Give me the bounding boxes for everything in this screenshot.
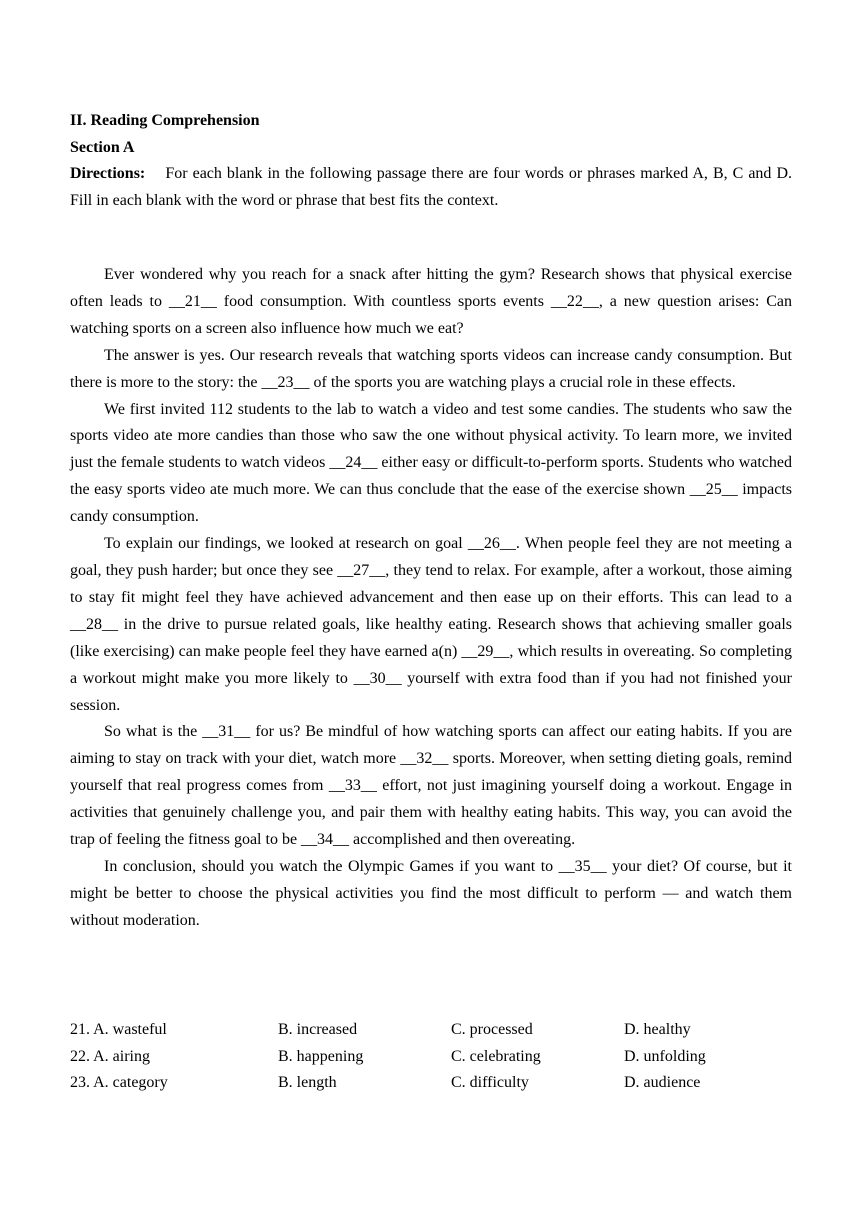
option-b: B. happening [278, 1047, 364, 1065]
passage-paragraph: To explain our findings, we looked at research on goal __26__. When people feel they are not meeting a goal, they push harder; but once they see __27__, they tend to relax. For example, after a workout, those aiming to stay fit might feel they have achieved advancement and then ease up on their efforts. This can lead to a __28__ in the drive to pursue related goals, like healthy eating. Research shows that achieving smaller goals (like exercising) can make people feel they have earned a(n) __29__, which results in overeating. So completing a workout might make you more likely to __30__ yourself with extra food than if you had not finished your session. [70, 535, 792, 714]
answer-options [70, 1017, 792, 1097]
passage-paragraph: In conclusion, should you watch the Olympic Games if you want to __35__ your diet? Of course, but it might be better to choose the physical activities you find the most difficult to perform — and watch them without moderation. [70, 857, 792, 929]
option-c: C. processed [451, 1021, 533, 1038]
option-a: 23. A. category [70, 1074, 168, 1091]
option-d: D. audience [624, 1074, 701, 1091]
option-c: C. celebrating [451, 1047, 541, 1065]
option-a: 22. A. airing [70, 1047, 150, 1065]
directions-label: Directions: [70, 165, 146, 182]
option-row [70, 1017, 792, 1044]
option-row [70, 1070, 792, 1097]
section-title: II. Reading Comprehension [70, 112, 260, 129]
option-c: C. difficulty [451, 1074, 529, 1091]
passage [70, 262, 792, 935]
option-a: 21. A. wasteful [70, 1021, 167, 1038]
section-subtitle: Section A [70, 138, 135, 156]
option-b: B. length [278, 1074, 337, 1091]
option-row [70, 1044, 792, 1071]
directions [70, 161, 792, 214]
passage-paragraph: The answer is yes. Our research reveals that watching sports videos can increase candy consumption. But there is more to the story: the __23__ of the sports you are watching plays a crucial role in these effects. [70, 346, 792, 391]
instructions-block [70, 108, 792, 214]
option-d: D. healthy [624, 1021, 691, 1038]
option-d: D. unfolding [624, 1047, 706, 1065]
passage-paragraph: Ever wondered why you reach for a snack after hitting the gym? Research shows that physical exercise often leads to __21__ food consumption. With countless sports events __22__, a new question arises: Can watching sports on a screen also influence how much we eat? [70, 266, 792, 337]
option-b: B. increased [278, 1021, 358, 1038]
passage-paragraph: We first invited 112 students to the lab to watch a video and test some candies. The students who saw the sports video ate more candies than those who saw the one without physical activity. To learn more, we invited just the female students to watch videos __24__ either easy or difficult-to-perform sports. Students who watched the easy sports video ate much more. We can thus conclude that the ease of the exercise shown __25__ impacts candy consumption. [70, 400, 792, 526]
directions-text: For each blank in the following passage there are four words or phrases marked A, B, C and D. Fill in each blank with the word or phrase that best fits the context. [70, 165, 793, 209]
passage-paragraph: So what is the __31__ for us? Be mindful of how watching sports can affect our eating habits. If you are aiming to stay on track with your diet, watch more __32__ sports. Moreover, when setting dieting goals, remind yourself that real progress comes from __33__ effort, not just imagining yourself doing a workout. Engage in activities that genuinely challenge you, and pair them with healthy eating habits. This way, you can avoid the trap of feeling the fitness goal to be __34__ accomplished and then overeating. [70, 723, 792, 849]
